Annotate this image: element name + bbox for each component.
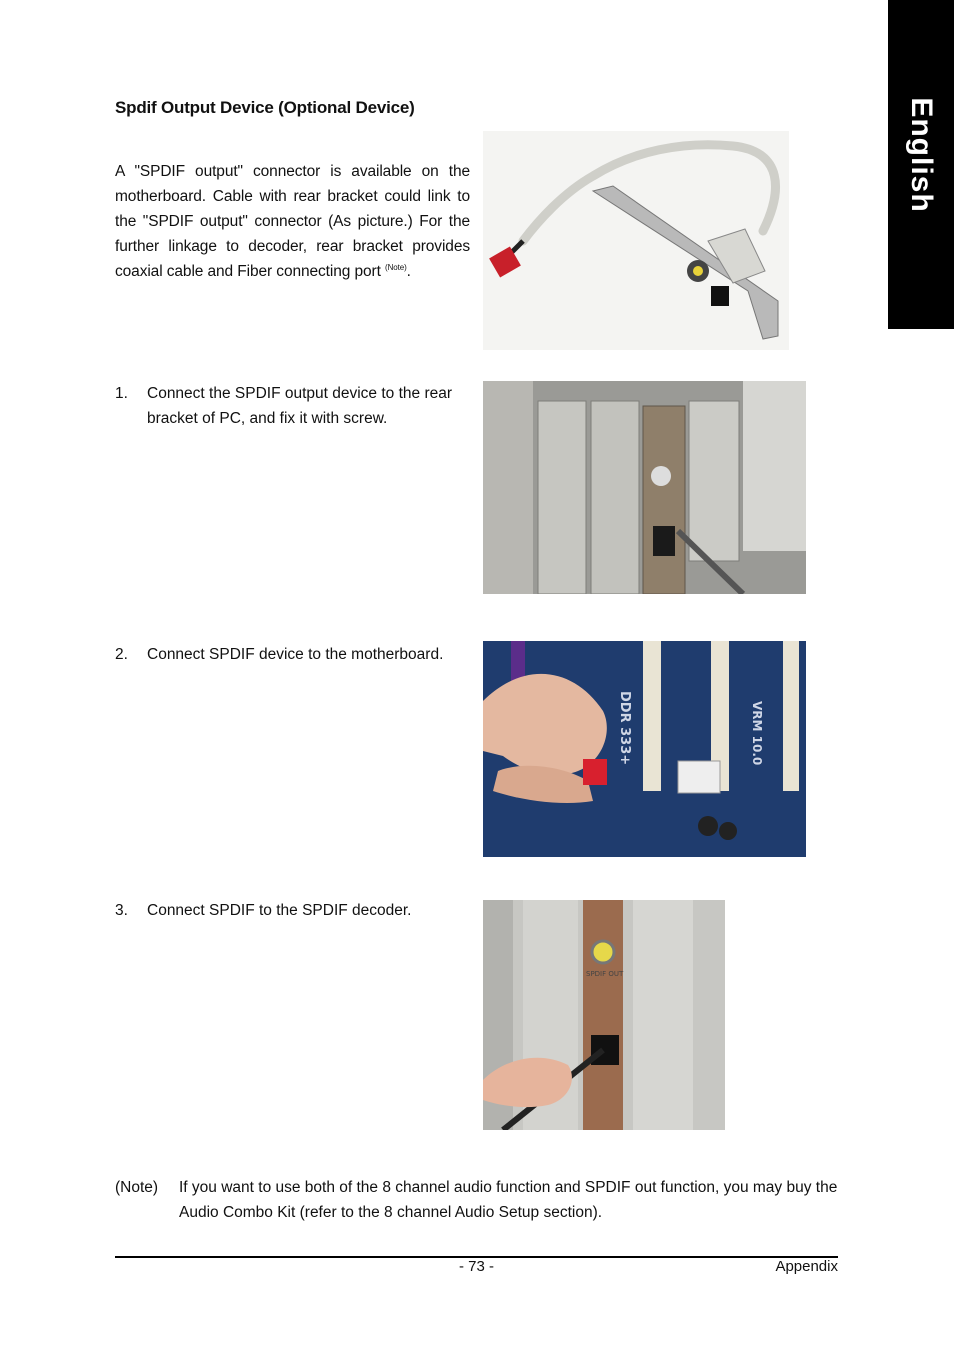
step-2 [115,642,465,667]
step-3 [115,898,465,923]
footnote-text: If you want to use both of the 8 channel audio function and SPDIF out function, you may buy the Audio Combo Kit (refer to the 8 channel Audio Setup section). [179,1179,838,1221]
step-1-text: Connect the SPDIF output device to the rear bracket of PC, and fix it with screw. [147,385,453,427]
section-name: Appendix [775,1258,838,1275]
page-number: - 73 - [459,1258,495,1275]
pc-rear-bracket-illustration [483,381,806,594]
footnote-label: (Note) [115,1179,159,1196]
intro-text: A "SPDIF output" connector is available on the motherboard. Cable with rear bracket could link to the "SPDIF output" connector (As picture.) For the further linkage to decoder, rear bracket provides coaxial cable and Fiber connecting port [115,163,470,280]
vrm-silkscreen-label: VRM 10.0 [750,701,764,766]
step-2-text: Connect SPDIF device to the motherboard. [147,646,444,663]
step-1 [115,381,465,431]
step-2-number: 2. [115,646,128,663]
step-3-number: 3. [115,902,128,919]
note-reference: (Note) [385,262,407,272]
board-silkscreen-label: DDR 333+ [617,691,632,766]
pc-rear-bracket-photo [483,381,806,594]
spdif-decoder-illustration [483,900,725,1130]
motherboard-connection-photo [483,641,806,857]
spdif-decoder-photo [483,900,725,1130]
intro-paragraph [115,159,470,284]
spdif-bracket-photo [483,131,789,350]
step-1-number: 1. [115,385,128,402]
footnote [115,1175,840,1225]
language-tab [888,0,954,329]
language-tab-label: English [905,97,938,213]
bracket-port-label: SPDIF OUT [586,970,624,978]
intro-end: . [406,263,411,280]
motherboard-connection-illustration [483,641,806,857]
section-heading: Spdif Output Device (Optional Device) [115,98,415,117]
step-3-text: Connect SPDIF to the SPDIF decoder. [147,902,412,919]
spdif-bracket-illustration [483,131,789,350]
